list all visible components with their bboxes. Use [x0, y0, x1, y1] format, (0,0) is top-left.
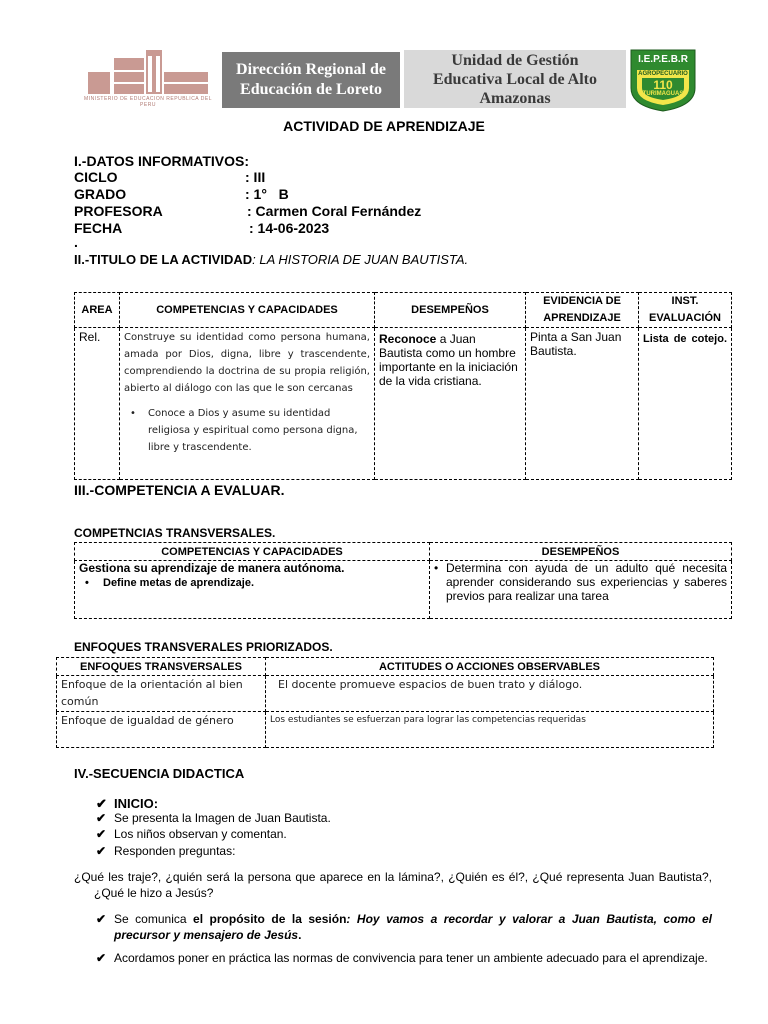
enfoques-table: [56, 657, 714, 748]
titulo-label: II.-TITULO DE LA ACTIVIDAD: [74, 252, 253, 267]
header-instrumento: INST. EVALUACIÓN: [639, 293, 732, 328]
check-icon: ✔: [96, 827, 107, 841]
ministry-logo: [84, 50, 212, 108]
area-cell: Rel.: [75, 328, 120, 480]
grado-value: : 1° B: [245, 186, 289, 202]
actitud-row-2: Los estudiantes se esfuerzan para lograr las competencias requeridas: [266, 712, 714, 748]
trans-desempeno-cell: [430, 561, 732, 619]
header-desempenos: DESEMPEÑOS: [375, 293, 526, 328]
fecha-label: FECHA: [74, 220, 123, 236]
fecha-value: : 14-06-2023: [249, 220, 330, 236]
competencia-text: Construye su identidad como persona humana, amada por Dios, digna, libre y trascendente, comprendiendo la doctrina de su propia religión, abierto al diálogo con las que le son cercanas: [124, 332, 370, 394]
check-icon: ✔: [96, 844, 107, 858]
trans-header-desempenos: DESEMPEÑOS: [430, 543, 732, 561]
school-logo-top: I.E.P.E.B.R: [638, 54, 688, 65]
transversales-table: [74, 542, 732, 619]
normas-text: Acordamos poner en práctica las normas de convivencia para tener un ambiente adecuado para el aprendizaje.: [114, 951, 708, 965]
ugel-logo: [404, 50, 626, 108]
check-icon: ✔: [96, 951, 107, 965]
ciclo-label: CICLO: [74, 169, 118, 185]
trans-competencia-cell: [75, 561, 430, 619]
enf-header-enfoques: ENFOQUES TRANSVERSALES: [57, 658, 266, 676]
competencia-cell: [120, 328, 375, 480]
stray-dot: .: [74, 234, 78, 250]
dre-line-1: Dirección Regional de: [236, 61, 386, 78]
grado-label: GRADO: [74, 186, 127, 202]
enfoque-row-1: Enfoque de la orientación al bien común: [57, 676, 266, 712]
header-evidencia: EVIDENCIA DE APRENDIZAJE: [526, 293, 639, 328]
ministry-logo-text: MINISTERIO DE EDUCACION REPUBLICA DEL PERU: [84, 96, 212, 108]
check-icon: ✔: [96, 796, 107, 811]
enfoque-row-2: Enfoque de igualdad de género: [57, 712, 266, 748]
titulo-actividad: [74, 252, 468, 267]
secuencia-heading: IV.-SECUENCIA DIDACTICA: [74, 766, 245, 781]
profesora-value: : Carmen Coral Fernández: [247, 203, 422, 219]
desempeno-cell: [375, 328, 526, 480]
bullet-icon: •: [130, 408, 136, 419]
step-1-text: Se presenta la Imagen de Juan Bautista.: [114, 811, 331, 825]
proposito-italic: : Hoy vamos a recordar y valorar a Juan Bautista, como el precursor y mensajero de Jesús: [114, 912, 713, 942]
ugel-line-2: Educativa Local de Alto: [432, 71, 597, 88]
trans-capacidad-item: [79, 576, 425, 591]
school-logo-mid: AGROPECUARIO: [638, 71, 688, 77]
capacidad-item: [124, 405, 370, 456]
enfoques-heading: ENFOQUES TRANSVERALES PRIORIZADOS.: [74, 640, 333, 654]
transversales-heading: COMPETNCIAS TRANSVERSALES.: [74, 526, 276, 540]
header-competencias: COMPETENCIAS Y CAPACIDADES: [120, 293, 375, 328]
proposito-bold: el propósito de la sesión: [193, 912, 347, 926]
trans-desempeno-item: [434, 561, 727, 603]
desempeno-verb: Reconoce: [379, 332, 437, 346]
dre-loreto-logo: [222, 52, 400, 108]
ugel-line-1: Unidad de Gestión: [451, 52, 579, 69]
capacidad-text: Conoce a Dios y asume su identidad religiosa y espiritual como persona digna, libre y trascendente.: [148, 408, 358, 453]
page-title: ACTIVIDAD DE APRENDIZAJE: [283, 118, 485, 134]
trans-capacidad-text: Define metas de aprendizaje.: [103, 577, 254, 589]
check-icon: ✔: [96, 811, 107, 825]
competencias-table: [74, 292, 732, 480]
proposito-pre: Se comunica: [114, 912, 194, 926]
trans-desempeno-text: Determina con ayuda de un adulto qué necesita aprender considerando sus experiencias y saberes previos para realizar una tarea: [446, 561, 727, 603]
instrumento-cell: Lista de cotejo.: [639, 328, 732, 480]
preguntas-content: ¿Qué les traje?, ¿quién será la persona que aparece en la lámina?, ¿Quién es él?, ¿Qué representa Juan Bautista?, ¿Qué le hizo a Jesús?: [74, 870, 712, 900]
inicio-step-2: [96, 826, 287, 842]
inicio-label: INICIO:: [114, 796, 159, 811]
datos-heading: I.-DATOS INFORMATIVOS:: [74, 153, 249, 169]
proposito-text: [114, 911, 712, 943]
check-icon: ✔: [96, 912, 107, 926]
preguntas-text: [74, 869, 712, 901]
titulo-value: : LA HISTORIA DE JUAN BAUTISTA.: [252, 252, 469, 267]
inicio-step-1: [96, 810, 331, 826]
step-3-text: Responden preguntas:: [114, 844, 236, 858]
ciclo-value: : III: [245, 169, 266, 185]
school-logo: [628, 48, 698, 112]
inicio-step-3: [96, 843, 235, 859]
proposito-item: [96, 911, 712, 943]
header-area: AREA: [75, 293, 120, 328]
bullet-icon: •: [85, 577, 89, 589]
proposito-end: .: [298, 928, 302, 942]
evidencia-cell: Pinta a San Juan Bautista.: [526, 328, 639, 480]
ugel-line-3: Amazonas: [479, 90, 551, 107]
trans-competencia-text: Gestiona su aprendizaje de manera autónoma.: [79, 561, 345, 575]
normas-item: [96, 950, 712, 966]
step-2-text: Los niños observan y comentan.: [114, 827, 287, 841]
bullet-icon: •: [434, 561, 439, 575]
dre-line-2: Educación de Loreto: [240, 81, 382, 98]
school-logo-bottom: TURIMAGUAS: [642, 91, 684, 97]
school-logo-num: 110: [653, 78, 673, 92]
profesora-label: PROFESORA: [74, 203, 163, 219]
competencia-evaluar-heading: III.-COMPETENCIA A EVALUAR.: [74, 482, 285, 498]
desempeno-text: a Juan Bautista como un hombre importante en la iniciación de la vida cristiana.: [379, 332, 518, 388]
actitud-row-1: El docente promueve espacios de buen trato y diálogo.: [266, 676, 714, 712]
trans-header-competencias: COMPETENCIAS Y CAPACIDADES: [75, 543, 430, 561]
enf-header-actitudes: ACTITUDES O ACCIONES OBSERVABLES: [266, 658, 714, 676]
